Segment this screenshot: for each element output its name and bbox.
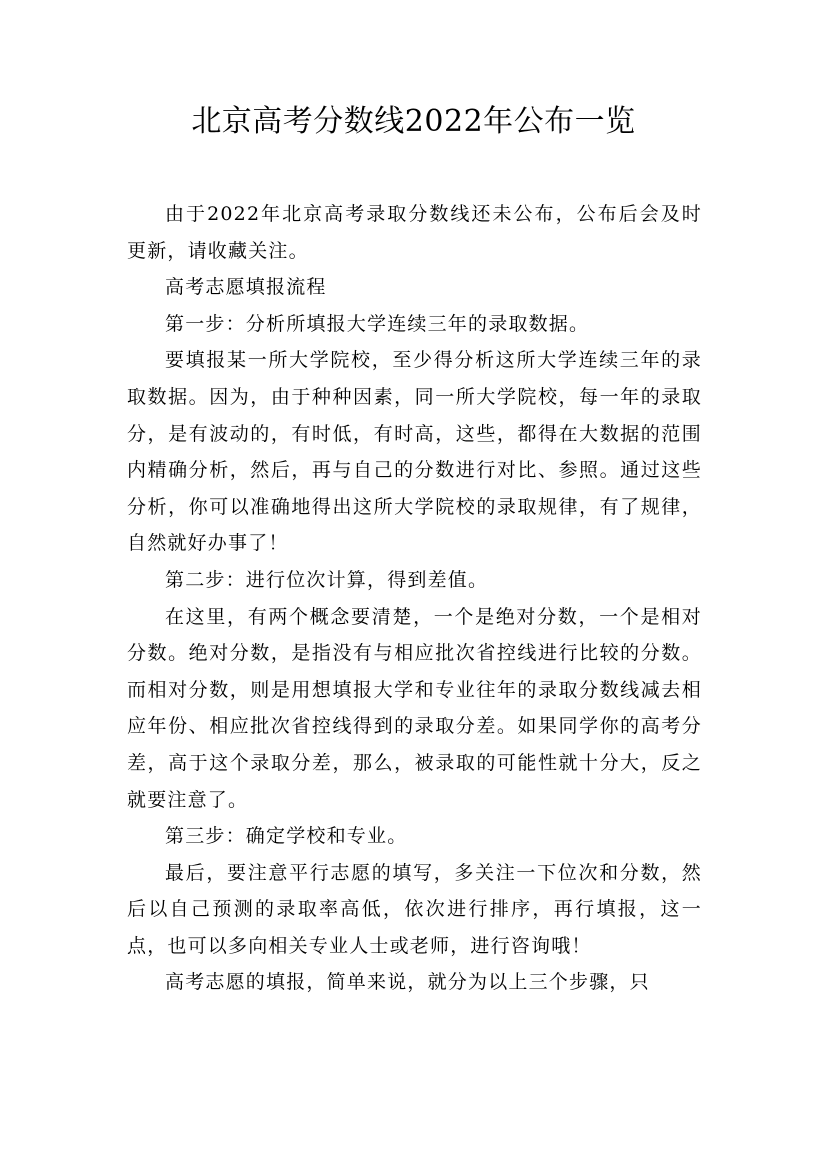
paragraph-intro: 由于2022年北京高考录取分数线还未公布，公布后会及时更新，请收藏关注。 [127, 203, 702, 262]
paragraph-step-one-detail: 要填报某一所大学院校，至少得分析这所大学连续三年的录取数据。因为，由于种种因素，同一所大学院校，每一年的录取分，是有波动的，有时低，有时高，这些，都得在大数据的范围内精确分析，然后，再与自己的分数进行对比、参照。通过这些分析，你可以准确地得出这所大学院校的录取规律，有了规律，自然就好办事了！ [127, 349, 702, 555]
paragraph-summary: 高考志愿的填报，简单来说，就分为以上三个步骤，只 [165, 971, 650, 994]
paragraph-step-three: 第三步：确定学校和专业。 [165, 825, 408, 848]
paragraph-step-three-detail: 最后，要注意平行志愿的填写，多关注一下位次和分数，然后以自己预测的录取率高低，依次进行排序，再行填报，这一点，也可以多向相关专业人士或老师，进行咨询哦！ [127, 861, 702, 957]
document-body [127, 196, 702, 1001]
paragraph-heading-process: 高考志愿填报流程 [165, 276, 327, 299]
paragraph-step-two: 第二步：进行位次计算，得到差值。 [165, 568, 489, 591]
paragraph-step-one: 第一步：分析所填报大学连续三年的录取数据。 [165, 312, 590, 335]
paragraph-step-two-detail: 在这里，有两个概念要清楚，一个是绝对分数，一个是相对分数。绝对分数，是指没有与相应批次省控线进行比较的分数。而相对分数，则是用想填报大学和专业往年的录取分数线减去相应年份、相应批次省控线得到的录取分差。如果同学你的高考分差，高于这个录取分差，那么，被录取的可能性就十分大，反之就要注意了。 [127, 605, 702, 811]
document-title: 北京高考分数线2022年公布一览 [191, 104, 636, 139]
